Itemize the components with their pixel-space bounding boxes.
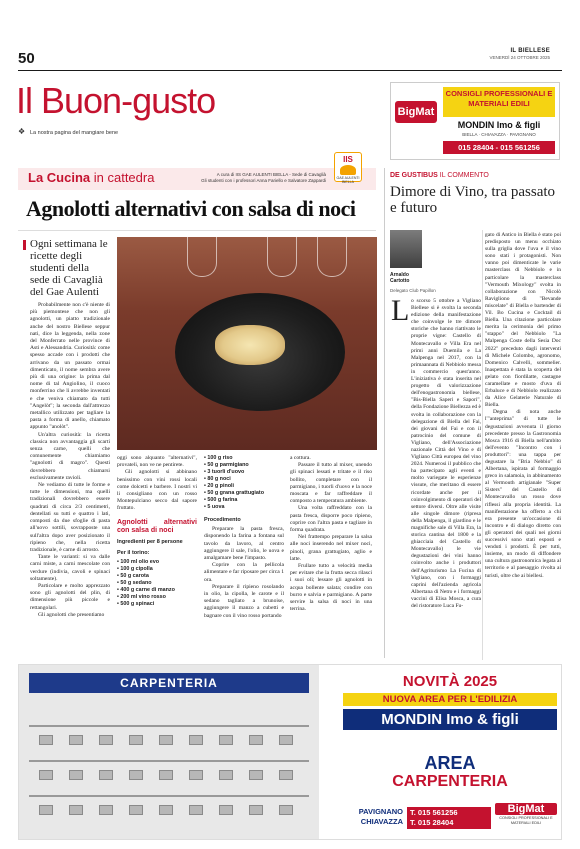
headline-rule [18,230,376,231]
top-advertisement[interactable] [390,82,560,160]
bin [39,805,53,815]
ingredient: • 5 uova [204,504,225,510]
bin [249,805,263,815]
rubric-a: DE GUSTIBUS [390,172,438,179]
bin [189,770,203,780]
ad-city: PAVIGNANO [358,807,403,816]
ingredient: • 100 g riso [204,455,233,461]
column-divider [482,230,483,660]
dish-photo [117,237,377,450]
rubric-b: IL COMMENTO [439,172,489,179]
shelf-sign: CARPENTERIA [29,673,309,693]
ad-address: BIELLA · CHIAVAZZA · PAVIGNANO [462,132,536,137]
paragraph: Passare il tutto al mixer, unendo gli spinaci lessati e tritate e il riso bollito, completare con il parmigiano, i tuorli d'uovo e la noce moscata e far raffreddare il composto a temperatura ambiente. [290,462,372,505]
ingredient-list [117,559,197,608]
shelf-row [29,795,309,797]
bin [249,770,263,780]
masthead [490,48,550,60]
article-column-4 [290,455,372,613]
recipe-title: Agnolotti alternativi con salsa di noci [117,518,197,534]
ad-area: AREA [424,753,476,773]
paragraph: Gli agnolotti si abbinano benissimo con vini rossi locali come dolcetti e barbere. I nostri vi li consigliano con un rosso Montepulciano secco dal sapore fruttato. [117,469,197,512]
headline: Agnolotti alternativi con salsa di noci [26,196,356,221]
bin [279,735,293,745]
bin [69,805,83,815]
lead-text: Ogni settimana le ricette degli studenti della sede di Cavaglià del Gae Aulenti [30,238,108,298]
ingredient: • 200 ml vino rosso [117,594,166,601]
wine-glass-icon [317,237,347,277]
paragraph: Un'altra curiosità: la ricetta classica non avvantaggia gli scarti senza carne, quelli che comunemente chiamiamo "agnolotti di magro". Questi dovrebbero chiamarsi esclusivamente ravioli. [30,431,110,481]
bin [249,735,263,745]
cucina-label [28,170,154,185]
article-column-1 [30,302,110,619]
bin [219,735,233,745]
degustibus-title: Dimore di Vino, tra passato e futuro [390,184,556,216]
bin [159,770,173,780]
paragraph: Ne vediamo di tutte le forme e tutte le dimensioni, ma quelli tradizionali dovrebbero essere quadrati di circa 2/3 centimetri, dentellati su tutti e quattro i lati, composti da due sfoglie di pasta all'uovo sottili, sovrapposte una sull'altra dopo aver posizionato il ripieno che, nella ricetta tradizionale, è carne di arrosto. [30,482,110,553]
bigmat-logo [495,803,557,837]
bin [219,805,233,815]
section-subtitle: La nostra pagina del mangiare bene [30,130,119,136]
servings: Ingredienti per 8 persone [117,538,183,545]
cucina-label-a: La Cucina [28,170,91,185]
ad-novita: NOVITÀ 2025 [402,673,498,690]
bin [279,805,293,815]
procedure-title: Procedimento [204,517,241,523]
author-avatar [390,230,422,268]
bigmat-brand: BigMat [495,803,557,815]
degustibus-column-2 [485,232,561,580]
ingredient: • 80 g noci [204,476,231,482]
ad-tel: T. 015 561256 [410,808,458,817]
paragraph: Frullare tutto a velocità media per evitare che la frutta secca rilasci i suoi oli; lessare gli agnolotti in acqua bollente salata; condire con burro e salvia e parmigiano. A parte servire la salsa di noci in una terrina. [290,563,372,613]
paragraph: Tante le varianti: si va dalle carni miste, a carni mescolate con verdure (indivia, cavoli e spinaci soltamente). [30,554,110,582]
article-column-3 [204,455,284,620]
ad-banner: CONSIGLI PROFESSIONALI E MATERIALI EDILI [443,87,555,117]
ingredient: • 100 ml olio evo [117,559,160,566]
ingredient: • 50 g carota [117,573,149,580]
ad-city: CHIAVAZZA [360,817,403,826]
ingredient: • 100 g cipolla [117,566,153,573]
bird-icon: ❖ [18,127,26,136]
school-logo-mark [340,165,356,175]
paragraph: Particolare e molto apprezzato sono gli agnolotti del plin, di dimensione più piccole e rettangolari. [30,582,110,611]
ad-area-2: CARPENTERIA [392,773,508,790]
school-logo-sub: GAE AULENTI BIELLA [336,176,360,184]
ad-company: MONDIN Imo & figli [343,709,557,730]
bin [159,805,173,815]
ingredient-list [204,455,284,511]
degustibus-rubric [390,172,489,179]
ingredient: • 500 g spinaci [117,601,155,608]
cucina-credit-2: Gli studenti con i professori Anna Fariello e Salvatore Zappardi [201,178,326,183]
bin [189,805,203,815]
bin [39,770,53,780]
school-logo-text: IIS [343,155,353,164]
bin [129,735,143,745]
cucina-credit-1: A cura di IIS GAE AULENTI BIELLA - Sede di Cavaglià [216,172,326,177]
bin [159,735,173,745]
bin [69,770,83,780]
ad-nuova: NUOVA AREA PER L'EDILIZIA [343,693,557,706]
ingredient: • 3 tuorli d'uovo [204,469,245,475]
ad-copy [337,665,562,840]
agnolotti [215,325,285,365]
filling-title: Per il torino: [117,549,150,556]
bin [279,770,293,780]
bin [69,735,83,745]
article-column-2 [117,455,197,608]
bin [99,770,113,780]
paragraph: Probabilmente non c'è niente di più piemontese che non gli agnolotti, un piatto tradizionale anche del nostro Biellese seppur nati, dice la leggenda, nella zone del Monferrato nelle province di Asti e Alessandria. Curiosità: come spesso accade con i prodotti che arrivano da un passato ormai dimenticato, il nome sembra avere più di una origine: la prima dal nome di tal Angiolino, il cuoco monferrino che li avrebbe inventati e che veniva chiamato da tutti "Angelòt"; la seconda dall'attrezzo metallico utilizzato per tagliare la pasta a forma di anello, chiamato appunto "anolòt". [30,302,110,431]
ad-company: MONDIN Imo & figli [457,120,541,130]
ingredient: • 50 g grana grattugiato [204,490,264,496]
wine-glass-icon [267,237,297,277]
bigmat-sub: CONSIGLI PROFESSIONALI E MATERIALI EDILI [499,816,553,825]
ad-cities [343,807,403,827]
degustibus-column-1: o scorso 5 ottobre a Vigliano Biellese si è svolta la seconda edizione della manifestazione che coinvolge le tre dimore storiche che hanno riattivato le proprie vigne: Castello di Montecavallo e Villa Era nel primi anni Duemila e La Malpenga nel 2017, con la primaannata di Nebbiolo messa in commercio quest'anno. L'iniziativa è stata inserita nel progetto di valorizzazione dell'enogastronomia biellese, "Bis-Biella Saperi e Sapori", della Fondazione Biellezza ed è svolta in collaborazione con la delegazione di Biella del Fai, dei giovani del Fai e con il patrocinio del comune di Vigliano, dell'Associazione nazionale Città del Vino e di Vigliano Città europea del vino 2024. Numerosi il pubblico che ha partecipato agli eventi e molto variegate le esperienze vissute, che meritano di essere ricordate anche per il coinvolgimento di operatori del settore diversi. Oltre alle visite alle singole dimore (ripresa della Malpenga, il giardino e le magnifiche sale di Villa Era, la storica cantina del 1800 e la ghiacciaia del Castello di Montecavallo) le vie degustazioni dei vini hanno coinvolto anche i produttori dell'Agriturismo La Fucina di Vigliano, con i formaggi caprini dell'azienda agricola Albertana di Netro e i formaggi vaccini di Elisa Mosca, a cura del ristoratore Luca Fu- [411,298,481,610]
paragraph: a cottura. [290,455,311,461]
column-divider [384,168,385,658]
wine-glass-icon [187,237,217,277]
bin [129,805,143,815]
paragraph: Nel frattempo preparare la salsa alle noci inserendo nel mixer noci, pinoli, grana grattugiato, aglio e latte. [290,534,372,562]
paragraph: Coprire con la pellicola alimentare e far riposare per circa 1 ora. [204,562,284,583]
shelf-row [29,760,309,762]
paragraph: Preparare la pasta fresca, disponendo la farina a fontana sul tavolo da lavoro, al centro aggiungere il sale, l'olio, le uova e amalgamare bene l'impasto. [204,526,284,562]
bigmat-logo: BigMat [395,101,437,123]
shelf-row [29,725,309,727]
lead-marker [23,240,26,250]
bin [219,770,233,780]
author-name: Arnaldo Cartotto [390,272,410,284]
masthead-date: VENERDÌ 24 OTTOBRE 2025 [489,55,550,60]
drop-cap: L [391,294,410,327]
ad-tel: T. 015 28404 [410,818,454,827]
paragraph: Degna di nota anche l'"anteprima" di tutte le degustazioni avvenuta il giorno precedente presso la Gastronomia Mosca 1916 di Biella nell'ambito dell'evento "Incontro con i produttori": una tappa per degustare la "Bria Nebbio" di Albertana, ispirata al formaggio greco in salamoia, in abbinamento al Vermouth artigianale "Super Sisters" del Castello di Montecavallo un rosso dove riflessi alla propria identità. La manifestazione ha offerto a chi era presente un'occasione di incontro e di dialogo diretto con gli operatori dei quali nei giorni successivi sono stati esposti e venduti i prodotti. È per tutti, insieme, un modo di diffondere una cultura gastronomica legata al territorio e al paesaggio rivolta ai turisti, oltre che ai biellesi. [485,409,561,579]
school-logo [334,152,362,182]
ad-phones [407,807,491,829]
top-rule [18,70,562,71]
shelf-photo [19,665,319,840]
paragraph: Gli agnolotti che presentiamo [38,611,105,618]
ingredient: • 500 g farina [204,497,238,503]
paragraph: gato di Antico in Biella è stato poi predisposto un menu occhiato sulla griglia dove l'uva e il vino sono stati i protagonisti. Non vanno poi dimenticate le varie masterclass di Nebbiolo e in particolare la masterclass "Vermouth Mixology" svolta in collaborazione con Nicolò Ravigliono di "Bevande miscelate" di Biella e bartender di Vil. Bo Cucina e Cocktail di Biella. Una citazione particolare merita la cerimonia del primo "stappo" del Nebbiolo "La Malpenga Coste della Sesia Doc 2022" preceduto dagli interventi di Michele Colombo, agronomo, Domenico Calvelli, sommelier. Inaspettata è stata la scoperta del gelato con fiordilatte, castagne caramellate e mosto d'uva di Erbaluce e di Nebbiolo realizzato da Alice Gelaterie Naturale di Biella. [485,232,561,409]
bin [99,805,113,815]
author-role: Delegato Club Papillon [390,288,436,293]
masthead-name: IL BIELLESE [510,48,550,54]
bin [99,735,113,745]
bottom-advertisement[interactable] [18,664,562,840]
bin [129,770,143,780]
ingredient: • 50 g sedano [117,580,152,587]
paragraph: Una volta raffreddato con la pasta fresca, disporre poco ripieno, coprire con l'altra pasta e tagliare in forma quadrata. [290,505,372,534]
bin [189,735,203,745]
ad-phone: 015 28404 - 015 561256 [443,141,555,154]
cucina-credit [180,172,326,184]
ingredient: • 20 g pinoli [204,483,235,489]
ingredient: • 50 g parmigiano [204,462,249,468]
paragraph: Preparare il ripieno rosolando in olio, la cipolla, le carote e il sedano tagliato a brunoise, aggiungere il manzo a cubetti e bagnare con il vino rosso portando [204,583,284,619]
paragraph: oggi sono alquanto "alternativi", provateli, non ve ne pentirete. [117,455,197,469]
ingredient: • 400 g carne di manzo [117,587,175,594]
bin [39,735,53,745]
cucina-label-b: in cattedra [93,170,155,185]
page-number: 50 [18,50,35,67]
section-title: Il Buon-gusto [16,80,216,121]
